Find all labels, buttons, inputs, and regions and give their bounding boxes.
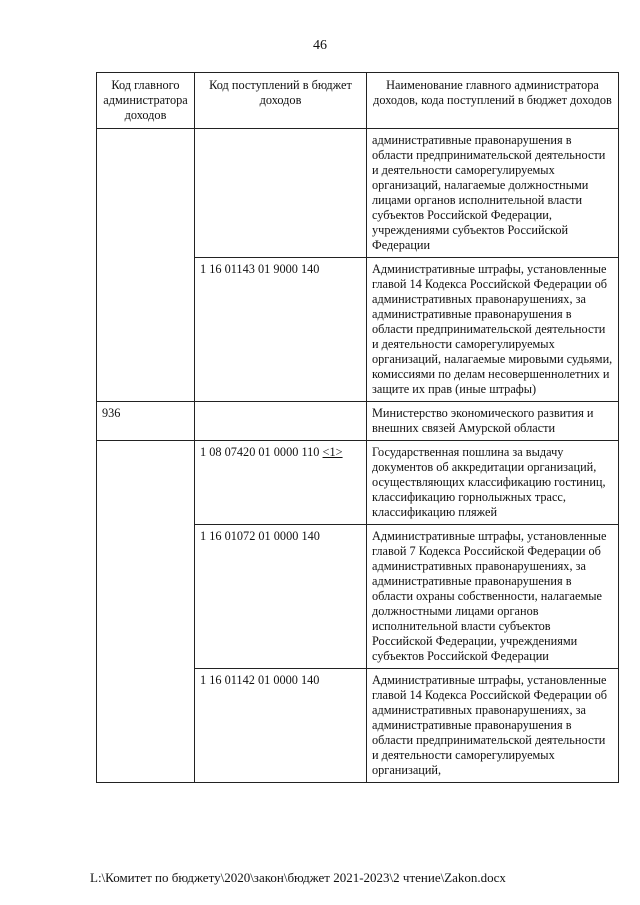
income-code-text: 1 08 07420 01 0000 110 <box>200 445 320 459</box>
header-income-code: Код поступлений в бюджет доходов <box>195 73 367 129</box>
income-code-cell: 1 16 01072 01 0000 140 <box>195 525 367 669</box>
table-row <box>97 441 619 525</box>
income-code-cell <box>195 129 367 258</box>
name-cell: Административные штрафы, установленные главой 7 Кодекса Российской Федерации об административных правонарушениях, за административные правонарушения в области охраны собственности, налагаемые должностными лицами органов исполнительной власти субъектов Российской Федерации, учреждениями субъектов Российской Федерации <box>367 525 619 669</box>
name-cell: Административные штрафы, установленные главой 14 Кодекса Российской Федерации об административных правонарушениях, за административные правонарушения в области предпринимательской деятельности и деятельности саморегулируемых организаций, налагаемые мировыми судьями, комиссиями по делам несовершеннолетних и защите их прав (иные штрафы) <box>367 258 619 402</box>
admin-code-cell <box>97 129 195 402</box>
header-admin-code: Код главного администратора доходов <box>97 73 195 129</box>
admin-code-cell: 936 <box>97 402 195 441</box>
income-code-cell: 1 16 01143 01 9000 140 <box>195 258 367 402</box>
name-cell: Административные штрафы, установленные главой 14 Кодекса Российской Федерации об административных правонарушениях, за административные правонарушения в области предпринимательской деятельности и деятельности саморегулируемых организаций, <box>367 669 619 783</box>
income-code-cell <box>195 402 367 441</box>
table-row <box>97 129 619 258</box>
name-cell: Министерство экономического развития и внешних связей Амурской области <box>367 402 619 441</box>
name-cell: административные правонарушения в области предпринимательской деятельности и деятельности саморегулируемых организаций, налагаемые должностными лицами органов исполнительной власти субъектов Российской Федерации, учреждениями субъектов Российской Федерации <box>367 129 619 258</box>
income-code-cell: 1 16 01142 01 0000 140 <box>195 669 367 783</box>
table-row <box>97 402 619 441</box>
name-cell: Государственная пошлина за выдачу документов об аккредитации организаций, осуществляющих классификацию гостиниц, классификацию горнолыжных трасс, классификацию пляжей <box>367 441 619 525</box>
income-code-cell <box>195 441 367 525</box>
table-header-row <box>97 73 619 129</box>
admin-code-cell <box>97 441 195 783</box>
header-name: Наименование главного администратора доходов, кода поступлений в бюджет доходов <box>367 73 619 129</box>
footnote-link[interactable]: <1> <box>322 445 343 459</box>
income-codes-table <box>96 72 619 783</box>
page-number: 46 <box>313 38 327 53</box>
footer-file-path: L:\Комитет по бюджету\2020\закон\бюджет 2021-2023\2 чтение\Zakon.docx <box>90 870 506 885</box>
